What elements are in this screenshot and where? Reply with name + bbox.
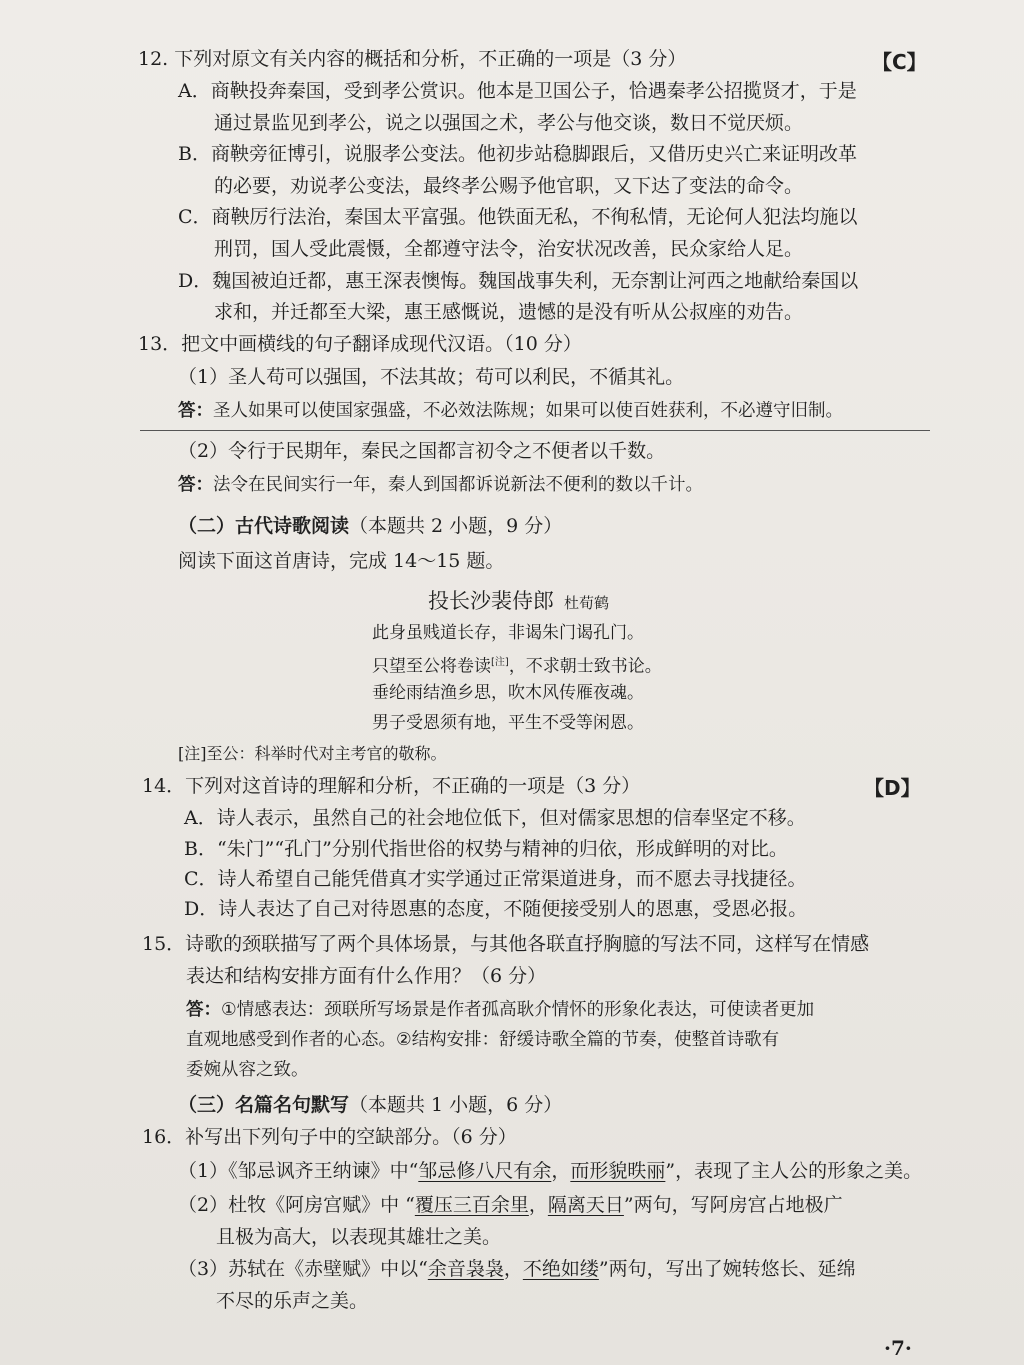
fill-answer: 隔离天日 (547, 1194, 624, 1216)
poem-title-line (428, 588, 609, 616)
q15-answer-line3: 委婉从容之致。 (186, 1060, 309, 1080)
poem-line-4: 男子受恩须有地，平生不受等闲恩。 (372, 713, 644, 733)
fill-answer: 不绝如缕 (522, 1258, 599, 1280)
answer-label: 答： (186, 1000, 221, 1020)
section-subtitle: （本题共 2 小题，9 分） (349, 515, 563, 537)
q14-stem: 14．下列对这首诗的理解和分析，不正确的一项是（3 分） (142, 775, 641, 797)
poem-line-2: 只望至公将卷读[注]，不求朝士致书论。 (372, 656, 662, 677)
q13-stem: 13．把文中画横线的句子翻译成现代汉语。（10 分） (138, 333, 582, 355)
q13-answer-2 (178, 472, 703, 498)
q12-option-a-line2: 通过景监见到孝公，说之以强国之术，孝公与他交谈，数日不觉厌烦。 (214, 112, 804, 134)
answer-label: 答： (178, 475, 213, 495)
q14-option-d: D．诗人表达了自己对待恩惠的态度，不随便接受别人的恩惠，受恩必报。 (184, 898, 808, 920)
q14-option-a: A．诗人表示，虽然自己的社会地位低下，但对儒家思想的信奉坚定不移。 (184, 807, 806, 829)
q12-option-d-line1: D．魏国被迫迁都，惠王深表懊悔。魏国战事失利，无奈割让河西之地献给秦国以 (178, 270, 859, 292)
q16-part-3-line2: 不尽的乐声之美。 (216, 1290, 369, 1312)
q16-part-1: （1）《邹忌讽齐王纳谏》中“邹忌修八尺有余，而形貌昳丽”，表现了主人公的形象之美。 (178, 1160, 923, 1182)
section-heading-recitation (178, 1092, 562, 1118)
poem-title: 投长沙裴侍郎 (428, 589, 554, 613)
q12-option-b-line2: 的必要，劝说孝公变法，最终孝公赐予他官职，又下达了变法的命令。 (214, 175, 804, 197)
q16-stem: 16．补写出下列句子中的空缺部分。（6 分） (142, 1126, 517, 1148)
divider-line (140, 430, 930, 431)
q13-sentence-1: （1）圣人苟可以强国，不法其故；苟可以利民，不循其礼。 (178, 366, 685, 388)
q15-stem-line1: 15．诗歌的颈联描写了两个具体场景，与其他各联直抒胸臆的写法不同，这样写在情感 (142, 933, 870, 955)
q12-stem: 12. 下列对原文有关内容的概括和分析，不正确的一项是（3 分） (138, 48, 687, 70)
fill-answer: 余音袅袅 (427, 1258, 504, 1280)
section-intro: 阅读下面这首唐诗，完成 14～15 题。 (178, 550, 505, 572)
q12-option-d-line2: 求和，并迁都至大梁，惠王感慨说，遗憾的是没有听从公叔座的劝告。 (214, 301, 804, 323)
section-title: （二）古代诗歌阅读 (178, 515, 350, 537)
section-title: （三）名篇名句默写 (178, 1094, 350, 1116)
q14-option-c: C．诗人希望自己能凭借真才实学通过正常渠道进身，而不愿去寻找捷径。 (184, 868, 807, 890)
q15-answer-line1 (186, 997, 814, 1023)
q14-answer-key: 【D】 (864, 776, 921, 800)
note-marker: [注] (491, 657, 509, 668)
poem-line-3: 垂纶雨结渔乡思，吹木风传雁夜魂。 (372, 683, 644, 703)
q15-answer-line2: 直观地感受到作者的心态。②结构安排：舒缓诗歌全篇的节奏，使整首诗歌有 (186, 1030, 780, 1050)
poem-author: 杜荀鹤 (564, 594, 610, 612)
q15-stem-line2: 表达和结构安排方面有什么作用？（6 分） (186, 965, 547, 987)
q14-option-b: B．“朱门”“孔门”分别代指世俗的权势与精神的归依，形成鲜明的对比。 (184, 838, 788, 860)
q16-part-2-line2: 且极为高大，以表现其雄壮之美。 (216, 1226, 502, 1248)
q13-answer-1 (178, 398, 843, 424)
q12-option-c-line1: C．商鞅厉行法治，秦国太平富强。他铁面无私，不徇私情，无论何人犯法均施以 (178, 206, 858, 228)
poem-line-1: 此身虽贱道长存，非谒朱门谒孔门。 (372, 623, 644, 643)
q13-sentence-2: （2）令行于民期年，秦民之国都言初令之不便者以千数。 (178, 440, 666, 462)
answer-label: 答： (178, 401, 213, 421)
poem-footnote: [注]至公：科举时代对主考官的敬称。 (178, 744, 447, 763)
section-heading-poetry (178, 513, 562, 539)
fill-answer: 覆压三百余里 (414, 1194, 529, 1216)
page-number: ·7· (884, 1336, 912, 1360)
answer-text: 圣人如果可以使国家强盛，不必效法陈规；如果可以使百姓获利，不必遵守旧制。 (213, 401, 843, 421)
q12-option-b-line1: B．商鞅旁征博引，说服孝公变法。他初步站稳脚跟后，又借历史兴亡来证明改革 (178, 143, 857, 165)
fill-answer: 邹忌修八尺有余 (418, 1160, 552, 1182)
section-subtitle: （本题共 1 小题，6 分） (349, 1094, 563, 1116)
answer-text: ①情感表达：颈联所写场景是作者孤高耿介情怀的形象化表达，可使读者更加 (221, 1000, 815, 1020)
q16-part-3-line1: （3）苏轼在《赤壁赋》中以“余音袅袅，不绝如缕”两句，写出了婉转悠长、延绵 (178, 1258, 856, 1280)
q12-answer-key: 【C】 (872, 50, 927, 74)
answer-text: 法令在民间实行一年，秦人到国都诉说新法不便利的数以千计。 (213, 475, 703, 495)
q16-part-2-line1: （2）杜牧《阿房宫赋》中 “覆压三百余里，隔离天日”两句，写阿房宫占地极广 (178, 1194, 843, 1216)
fill-answer: 而形貌昳丽 (570, 1160, 666, 1182)
q12-option-a-line1: A．商鞅投奔秦国，受到孝公赏识。他本是卫国公子，恰遇秦孝公招揽贤才，于是 (178, 80, 857, 102)
q12-option-c-line2: 刑罚，国人受此震慑，全都遵守法令，治安状况改善，民众家给人足。 (214, 238, 804, 260)
